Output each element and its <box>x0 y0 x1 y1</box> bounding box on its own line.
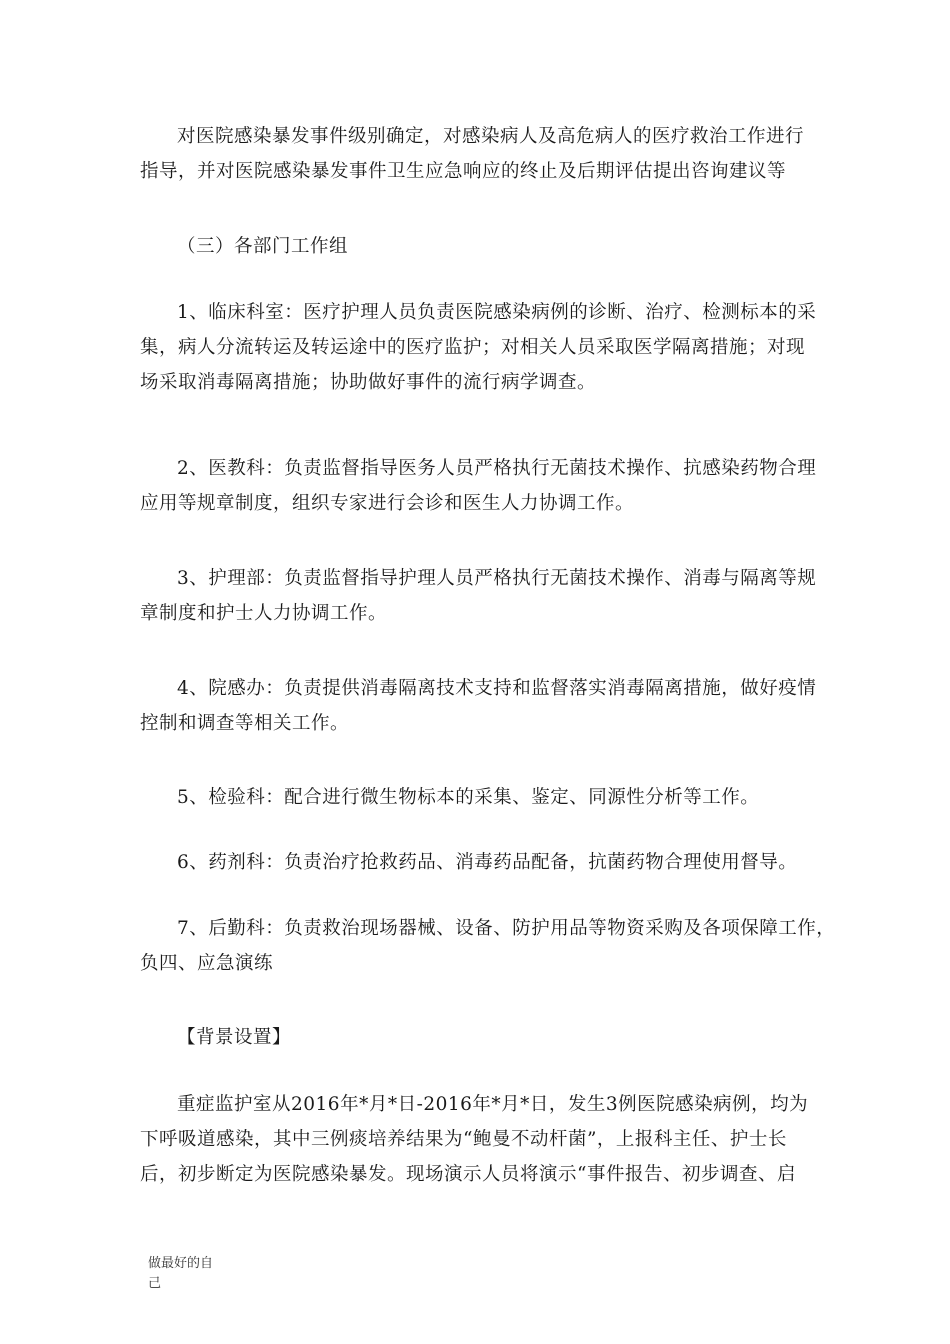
text-line: 应用等规章制度，组织专家进行会诊和医生人力协调工作。 <box>140 493 635 514</box>
paragraph-nursing-department <box>140 561 830 631</box>
text-line: 下呼吸道感染，其中三例痰培养结果为“鲍曼不动杆菌”，上报科主任、护士长 <box>140 1129 787 1150</box>
text-line: 对医院感染暴发事件级别确定，对感染病人及高危病人的医疗救治工作进行 <box>177 126 805 147</box>
paragraph-infection-control-office <box>140 671 830 741</box>
paragraph-medical-education-department <box>140 451 830 521</box>
footer-line: 做最好的自 <box>148 1256 214 1271</box>
text-line: 后，初步断定为医院感染暴发。现场演示人员将演示“事件报告、初步调查、启 <box>140 1164 796 1185</box>
paragraph-background-scenario <box>140 1087 830 1192</box>
text-line: 重症监护室从2016年*月*日-2016年*月*日，发生3例医院感染病例，均为 <box>177 1094 809 1115</box>
paragraph-expert-group-duties <box>140 119 830 189</box>
text-line: 控制和调查等相关工作。 <box>140 713 350 734</box>
text-line: 4、院感办：负责提供消毒隔离技术支持和监督落实消毒隔离措施，做好疫情 <box>177 678 817 699</box>
text-line: （三）各部门工作组 <box>177 236 349 257</box>
text-line: 场采取消毒隔离措施；协助做好事件的流行病学调查。 <box>140 372 597 393</box>
text-line: 7、后勤科：负责救治现场器械、设备、防护用品等物资采购及各项保障工作， <box>177 918 836 939</box>
text-line: 指导，并对医院感染暴发事件卫生应急响应的终止及后期评估提出咨询建议等 <box>140 161 787 182</box>
text-line: 负四、应急演练 <box>140 953 274 974</box>
text-line: 6、药剂科：负责治疗抢救药品、消毒药品配备，抗菌药物合理使用督导。 <box>177 852 798 873</box>
paragraph-pharmacy-department <box>140 845 830 880</box>
text-line: 集，病人分流转运及转运途中的医疗监护；对相关人员采取医学隔离措施；对现 <box>140 337 806 358</box>
paragraph-logistics-department <box>140 911 836 981</box>
text-line: 3、护理部：负责监督指导护理人员严格执行无菌技术操作、消毒与隔离等规 <box>177 568 817 589</box>
footer-line: 己 <box>148 1276 162 1291</box>
text-line: 5、检验科：配合进行微生物标本的采集、鉴定、同源性分析等工作。 <box>177 787 760 808</box>
text-line: 2、医教科：负责监督指导医务人员严格执行无菌技术操作、抗感染药物合理 <box>177 458 817 479</box>
section-heading-background <box>140 1020 830 1055</box>
paragraph-clinical-department <box>140 295 830 400</box>
text-line: 【背景设置】 <box>177 1027 292 1048</box>
text-line: 章制度和护士人力协调工作。 <box>140 603 388 624</box>
text-line: 1、临床科室：医疗护理人员负责医院感染病例的诊断、治疗、检测标本的采 <box>177 302 817 323</box>
page-footer <box>148 1254 238 1294</box>
paragraph-laboratory-department <box>140 780 830 815</box>
section-heading-department-groups <box>140 229 830 264</box>
